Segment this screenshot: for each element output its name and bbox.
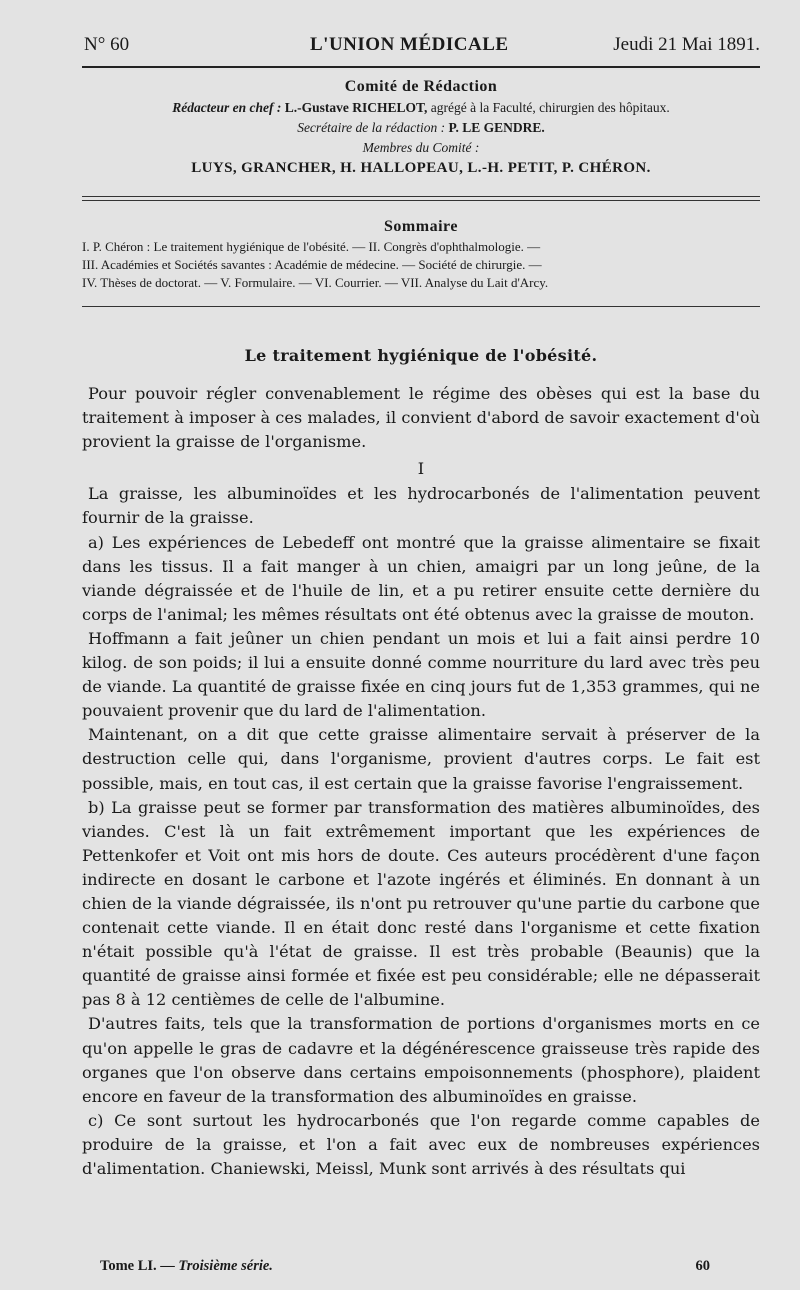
paragraph: D'autres faits, tels que la transformation de portions d'organismes morts en ce qu'on appelle le gras de cadavre et la dégénérescence graisseuse très rapide des organes que l'on observe dans certains empoisonnements (phosphore), plaident encore en faveur de la transformation des albuminoïdes en graisse. xyxy=(82,1014,760,1106)
paragraph: Hoffmann a fait jeûner un chien pendant un mois et lui a fait ainsi perdre 10 kilog. de son poids; il lui a ensuite donné comme nourriture du lard avec très peu de viande. La quantité de graisse fixée en cinq jours fut de 1,353 grammes, qui ne pouvaient provenir que du lard de l'alimentation. xyxy=(82,628,760,721)
editor-label: Rédacteur en chef : xyxy=(172,100,282,115)
secretary-label: Secrétaire de la rédaction : xyxy=(297,120,446,135)
header-rule xyxy=(82,66,760,68)
summary-line: IV. Thèses de doctorat. — V. Formulaire. — VI. Courrier. — VII. Analyse du Lait d'Arcy. xyxy=(82,275,549,290)
issue-date: Jeudi 21 Mai 1891. xyxy=(613,34,760,55)
editorial-committee xyxy=(82,78,760,177)
editor-description: agrégé à la Faculté, chirurgien des hôpitaux. xyxy=(430,100,670,115)
members-label: Membres du Comité : xyxy=(362,140,480,155)
issue-number: N° 60 xyxy=(84,34,130,55)
section-number: I xyxy=(417,459,425,479)
summary-line: III. Académies et Sociétés savantes : Académie de médecine. — Société de chirurgie. — xyxy=(82,257,542,272)
tome-label: Tome LI. — xyxy=(100,1258,175,1274)
paragraph: Maintenant, on a dit que cette graisse alimentaire servait à préserver de la destruction celle qui, dans l'organisme, provient d'autres corps. Le fait est possible, mais, en tout cas, il est certain que la graisse favorise l'engraissement. xyxy=(82,725,760,793)
article-title: Le traitement hygiénique de l'obésité. xyxy=(244,346,598,365)
summary-line: I. P. Chéron : Le traitement hygiénique de l'obésité. — II. Congrès d'ophthalmologie. — xyxy=(82,239,541,254)
paragraph: b) La graisse peut se former par transformation des matières albuminoïdes, des viandes. C'est là un fait extrêmement important que les expériences de Pettenkofer et Voit ont mis hors de doute. Ces auteurs procédèrent d'une façon indirecte en dosant le carbone et l'azote ingérés et éliminés. En donnant à un chien de la viande dégraissée, ils n'ont pu retrouver qu'une partie du carbone que contenait cette viande. Il en était donc resté dans l'organisme et cette fixation n'était possible qu'à l'état de graisse. Il est très probable (Beaunis) que la quantité de graisse ainsi formée et fixée est peu considérable; elle ne dépasserait pas 8 à 12 centièmes de celle de l'albumine. xyxy=(82,797,760,1010)
committee-rule-2 xyxy=(82,200,760,201)
summary-block xyxy=(82,218,760,290)
footer-volume xyxy=(100,1258,273,1275)
secretary-name: P. LE GENDRE. xyxy=(448,120,545,135)
committee-title: Comité de Rédaction xyxy=(344,78,498,95)
committee-rule-1 xyxy=(82,196,760,197)
summary-title: Sommaire xyxy=(384,218,458,235)
paragraph: a) Les expériences de Lebedeff ont montré que la graisse alimentaire se fixait dans les tissus. Il a fait manger à un chien, amaigri par un long jeûne, de la viande dégraissée et de l'huile de lin, et a pu retirer ensuite cette dernière du corps de l'animal; les mêmes résultats ont été obtenus avec la graisse de mouton. xyxy=(82,532,760,624)
article-body xyxy=(82,382,760,1181)
journal-title: L'UNION MÉDICALE xyxy=(310,34,509,55)
series-label: Troisième série. xyxy=(178,1258,273,1274)
summary-rule xyxy=(82,306,760,307)
running-header xyxy=(82,28,760,64)
editor-line xyxy=(82,100,760,116)
editor-name: L.-Gustave RICHELOT, xyxy=(284,100,428,115)
paragraph: La graisse, les albuminoïdes et les hydrocarbonés de l'alimentation peuvent fournir de la graisse. xyxy=(82,484,760,528)
members-list: LUYS, GRANCHER, H. HALLOPEAU, L.-H. PETIT, P. CHÉRON. xyxy=(191,160,651,176)
page-number: 60 xyxy=(695,1258,710,1274)
paragraph: Pour pouvoir régler convenablement le régime des obèses qui est la base du traitement à imposer à ces malades, il convient d'abord de savoir exactement d'où provient la graisse de l'organisme. xyxy=(82,384,760,452)
secretary-line xyxy=(82,120,760,136)
paragraph: c) Ce sont surtout les hydrocarbonés que l'on regarde comme capables de produire de la graisse, et l'on a fait avec eux de nombreuses expériences d'alimentation. Chaniewski, Meissl, Munk sont arrivés à des résultats qui xyxy=(82,1110,760,1178)
